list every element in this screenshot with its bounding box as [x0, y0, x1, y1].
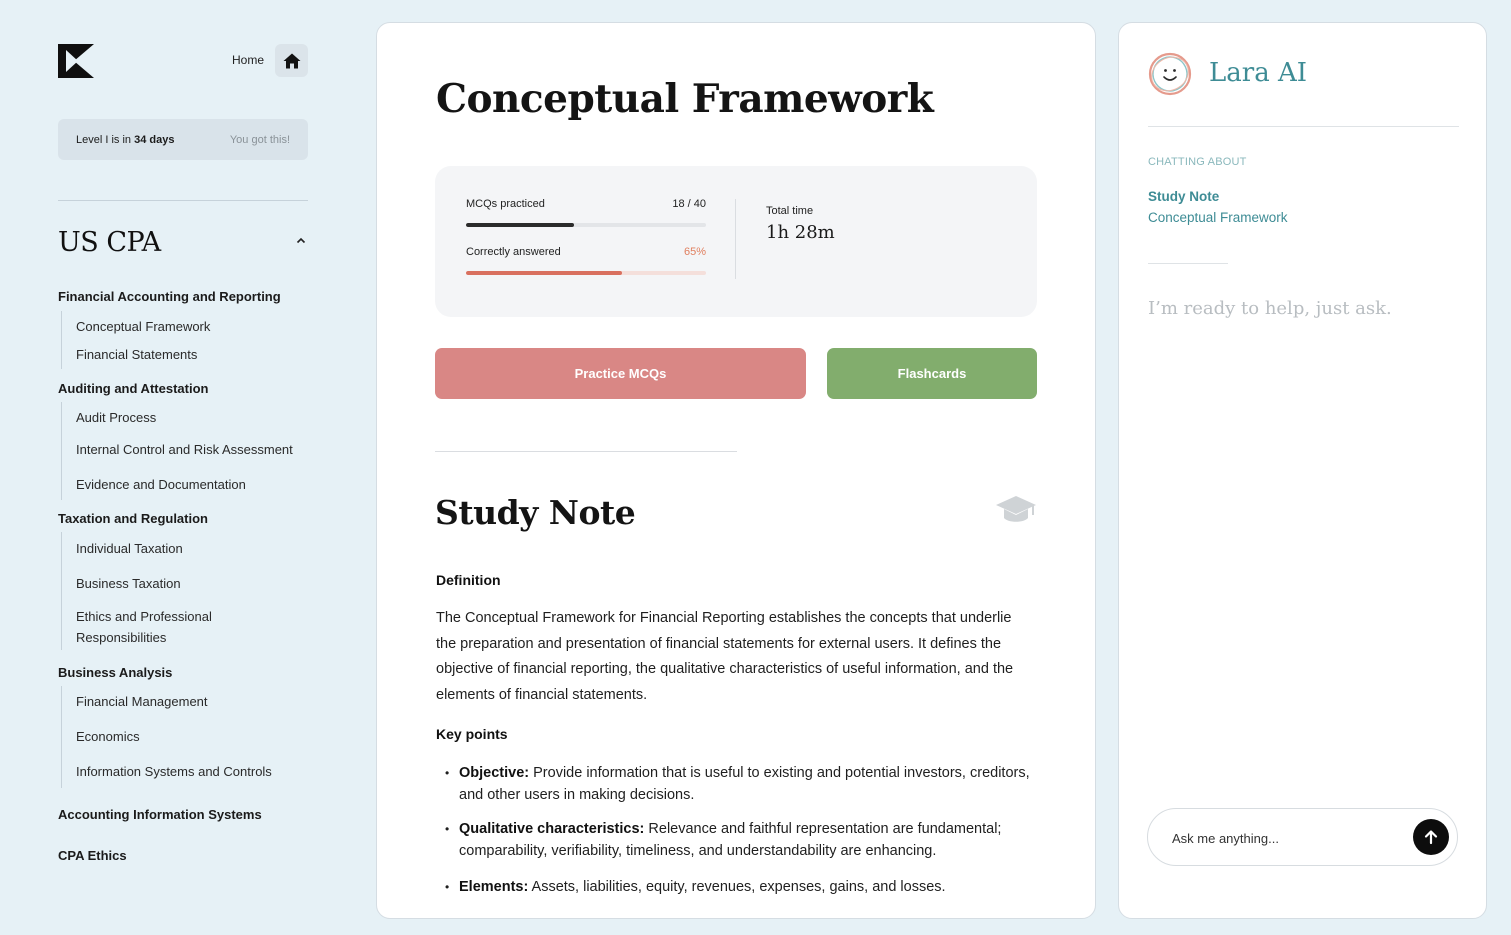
chat-context-divider — [1148, 263, 1228, 264]
page-title: Conceptual Framework — [436, 76, 934, 122]
arrow-up-icon — [1423, 829, 1439, 845]
send-button[interactable] — [1413, 819, 1449, 855]
nav-group-accounting-information-systems[interactable]: Accounting Information Systems — [58, 807, 262, 822]
countdown-days: 34 days — [134, 133, 175, 146]
nav-item-individual-taxation[interactable]: Individual Taxation — [76, 541, 183, 556]
nav-item-ethics-professional[interactable]: Ethics and Professional Responsibilities — [76, 609, 212, 645]
sidebar-divider — [58, 200, 308, 201]
nav-group-financial-accounting[interactable]: Financial Accounting and Reporting — [58, 289, 281, 304]
chat-input-container — [1147, 808, 1458, 866]
key-point-item — [459, 818, 1039, 862]
key-point-term: Elements: — [459, 879, 529, 895]
correctly-answered-value: 65% — [683, 246, 706, 258]
countdown-text: Level I is in 34 days — [76, 133, 175, 146]
chat-ready-message: I’m ready to help, just ask. — [1148, 298, 1392, 319]
mcqs-practiced-value: 18 / 40 — [672, 198, 706, 210]
nav-item-financial-statements[interactable]: Financial Statements — [76, 347, 198, 362]
home-icon — [283, 53, 301, 69]
smiley-avatar-icon — [1146, 50, 1194, 98]
nav-item-financial-management[interactable]: Financial Management — [76, 694, 208, 709]
section-divider — [435, 451, 737, 452]
chatting-about-label: CHATTING ABOUT — [1148, 156, 1247, 168]
graduation-cap-icon — [995, 494, 1037, 526]
nav-group-cpa-ethics[interactable]: CPA Ethics — [58, 848, 127, 863]
nav-item-internal-control[interactable]: Internal Control and Risk Assessment — [76, 442, 293, 457]
exam-countdown-banner — [58, 119, 308, 160]
mcqs-practiced-label: MCQs practiced — [466, 198, 545, 210]
nav-group-auditing[interactable]: Auditing and Attestation — [58, 381, 209, 396]
key-point-text: Relevance and faithful representation are fundamental; comparability, verifiability, timeliness, and understandability are enhancing. — [459, 821, 1002, 859]
stats-card — [435, 166, 1037, 317]
k-logo-icon[interactable] — [58, 44, 94, 78]
chat-context-topic[interactable]: Conceptual Framework — [1148, 210, 1288, 225]
nav-item-evidence[interactable]: Evidence and Documentation — [76, 477, 246, 492]
course-title: US CPA — [58, 227, 161, 258]
flashcards-button[interactable]: Flashcards — [827, 348, 1037, 399]
countdown-encouragement: You got this! — [229, 133, 290, 146]
practice-mcqs-button[interactable]: Practice MCQs — [435, 348, 806, 399]
nav-group-line — [61, 402, 62, 500]
total-time-label: Total time — [766, 205, 814, 217]
nav-item-conceptual-framework[interactable]: Conceptual Framework — [76, 319, 211, 334]
stats-divider — [735, 199, 736, 279]
study-note-title: Study Note — [435, 493, 636, 532]
mcqs-progress-bar — [466, 223, 706, 227]
nav-item-information-systems[interactable]: Information Systems and Controls — [76, 764, 272, 779]
nav-group-business-analysis[interactable]: Business Analysis — [58, 665, 173, 680]
correct-progress-bar — [466, 271, 706, 275]
key-point-term: Objective: — [459, 765, 530, 781]
key-point-item — [459, 762, 1039, 806]
definition-text: The Conceptual Framework for Financial Reporting establishes the concepts that underlie the preparation and presentation of financial statements for external users. It defines the objective of financial reporting, the qualitative characteristics of useful information, and the elements of financial statements. — [436, 610, 1014, 703]
chat-title: Lara AI — [1209, 58, 1308, 88]
mcqs-progress-fill — [466, 223, 574, 227]
home-button[interactable] — [275, 44, 308, 77]
nav-item-business-taxation[interactable]: Business Taxation — [76, 576, 181, 591]
nav-group-line — [61, 686, 62, 788]
chat-panel — [1118, 22, 1487, 919]
total-time-value: 1h 28m — [766, 222, 835, 243]
nav-group-taxation[interactable]: Taxation and Regulation — [58, 511, 208, 526]
key-point-item — [459, 876, 1039, 898]
definition-heading: Definition — [436, 572, 501, 588]
nav-item-economics[interactable]: Economics — [76, 729, 140, 744]
chat-input[interactable] — [1172, 827, 1402, 849]
correct-progress-fill — [466, 271, 622, 275]
key-point-term: Qualitative characteristics: — [459, 821, 645, 837]
nav-item-audit-process[interactable]: Audit Process — [76, 410, 157, 425]
home-link[interactable]: Home — [232, 53, 265, 67]
key-points-heading: Key points — [436, 726, 508, 742]
key-point-text: Assets, liabilities, equity, revenues, expenses, gains, and losses. — [528, 879, 946, 895]
correctly-answered-label: Correctly answered — [466, 246, 561, 258]
nav-group-line — [61, 532, 62, 650]
chevron-up-icon[interactable] — [296, 237, 306, 244]
chat-context-type[interactable]: Study Note — [1148, 189, 1220, 204]
nav-group-line — [61, 311, 62, 369]
main-panel — [376, 22, 1096, 919]
key-point-text: Provide information that is useful to existing and potential investors, creditors, and other users in making decisions. — [459, 765, 1030, 803]
chat-divider — [1148, 126, 1459, 127]
